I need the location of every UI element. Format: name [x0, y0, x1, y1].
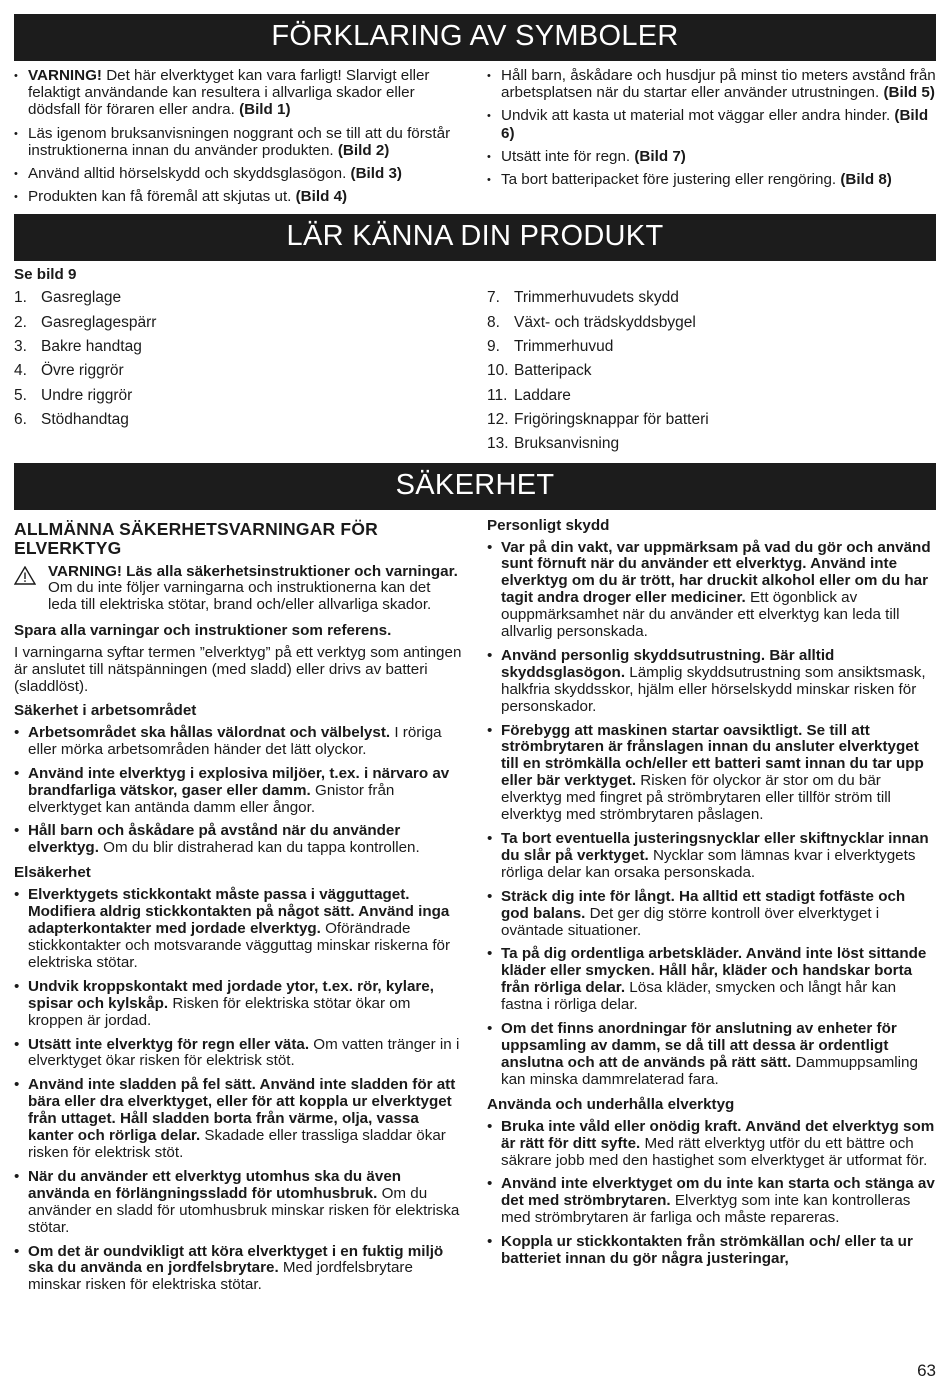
personal-item [487, 889, 936, 940]
symbol-item [14, 165, 463, 182]
part-number: 13. [487, 435, 509, 453]
personal-heading: Personligt skydd [487, 516, 610, 534]
electrical-item-bold: Utsätt inte elverktyg för regn eller väta. [28, 1035, 310, 1053]
symbol-item-ref: (Bild 2) [337, 141, 390, 159]
personal-item-text: Risken för olyckor är stor om du bär elverktyg med fingret på strömbrytaren eller tillför ström till elverktyg med strömbrytaren påslagen. [501, 772, 891, 824]
symbol-item-text: Produkten kan få föremål att skjutas ut. [28, 188, 296, 206]
part-item [14, 359, 463, 383]
electrical-item-bold: Använd inte sladden på fel sätt. Använd inte sladden för att bära eller dra elverktyget, eller för att koppla ur elverktyget från uttaget. Håll sladden borta från värme, olja, vassa kanter och rörliga delar. [28, 1076, 456, 1145]
part-label: Trimmerhuvudets skydd [514, 289, 679, 307]
symbol-item-text: Utsätt inte för regn. [501, 147, 635, 165]
manual-page [14, 14, 936, 1301]
part-item [487, 408, 936, 432]
part-label: Undre riggrör [41, 386, 133, 404]
personal-item [487, 831, 936, 882]
work-area-list [14, 725, 463, 857]
work-area-item-bold: Håll barn och åskådare på avstånd när du använder elverktyg. [28, 822, 401, 857]
symbol-item-ref: (Bild 4) [295, 188, 348, 206]
symbol-item-ref: (Bild 5) [883, 84, 935, 102]
symbol-item-text: Ta bort batteripacket före justering eller rengöring. [501, 171, 841, 189]
part-number: 10. [487, 362, 509, 380]
symbol-item-bold: VARNING! [28, 67, 102, 84]
personal-item-bold: Ta bort eventuella justeringsnycklar eller skiftnycklar innan du slår på verktyget. [501, 830, 929, 864]
electrical-item [14, 1037, 463, 1071]
symbols-banner: FÖRKLARING AV SYMBOLER [14, 14, 936, 61]
part-number: 2. [14, 313, 27, 331]
part-label: Trimmerhuvud [514, 338, 614, 356]
part-label: Växt- och trädskyddsbygel [514, 313, 696, 331]
electrical-item [14, 1077, 463, 1162]
electrical-item [14, 979, 463, 1030]
part-label: Stödhandtag [41, 410, 129, 428]
warning-triangle-icon [14, 564, 48, 615]
personal-item-text: Nycklar som lämnas kvar i elverktygets rörliga delar kan orsaka personskada. [501, 846, 916, 881]
maintenance-item-bold: Använd inte elverktyget om du inte kan starta och stänga av det med strömbrytaren. [501, 1175, 935, 1210]
part-item [487, 286, 936, 310]
electrical-item-bold: När du använder ett elverktyg utomhus ska du även använda en förlängningssladd för utomhusbruk. [28, 1167, 402, 1202]
personal-item [487, 1021, 936, 1089]
part-number: 1. [14, 289, 27, 307]
work-area-item-text: Om du blir distraherad kan du tappa kontrollen. [98, 839, 420, 857]
part-item [14, 286, 463, 310]
work-area-item [14, 766, 463, 817]
symbol-item-text: Undvik att kasta ut material mot väggar eller andra hinder. [501, 107, 895, 125]
part-item [487, 359, 936, 383]
part-item [487, 311, 936, 335]
part-item [14, 335, 463, 359]
part-label: Bakre handtag [41, 338, 142, 356]
part-number: 5. [14, 386, 27, 404]
symbol-item [14, 125, 463, 159]
personal-item [487, 540, 936, 641]
electrical-item-text: Oförändrade stickkontakter och motsvarande vägguttag minskar riskerna för elektriska stötar. [28, 920, 451, 971]
symbol-item-ref: (Bild 6) [501, 107, 929, 142]
work-area-item-text: I röriga eller mörka arbetsområden händer det lätt olyckor. [28, 723, 442, 758]
warning-block [14, 564, 463, 615]
symbol-item-text: Använd alltid hörselskydd och skyddsglasögon. [28, 165, 351, 183]
personal-item-bold: Sträck dig inte för långt. Ha alltid ett stadigt fotfäste och god balans. [501, 887, 906, 922]
symbol-item-ref: (Bild 1) [239, 101, 291, 119]
maintenance-item [487, 1119, 936, 1170]
part-item [487, 432, 936, 456]
parts-list-left [14, 286, 463, 456]
part-item [14, 311, 463, 335]
warning-text [48, 564, 463, 615]
personal-item-bold: Förebygg att maskinen startar oavsiktligt. Se till att strömbrytaren är frånslagen innan du ansluter elverktyget till en strömkälla och/eller ett batteri samt innan du tar upp eller bär verktyget. [501, 721, 924, 790]
work-area-heading: Säkerhet i arbetsområdet [14, 701, 197, 719]
personal-item-text: Lämplig skyddsutrustning som ansiktsmask, halkfria skyddsskor, hjälm eller hörselskydd minskar risken för personskador. [501, 663, 926, 715]
part-number: 6. [14, 410, 27, 428]
personal-item-text: Det ger dig större kontroll över elverktyget i oväntade situationer. [501, 904, 880, 939]
personal-item [487, 648, 936, 716]
personal-item-text: Lösa kläder, smycken och långt hår kan fastna i rörliga delar. [501, 979, 897, 1014]
personal-item [487, 946, 936, 1014]
maintenance-item-text: Med rätt elverktyg utför du ett bättre och säkrare jobb med den hastighet som elverktyget är utformat för. [501, 1134, 928, 1169]
part-number: 9. [487, 338, 500, 356]
electrical-item-bold: Undvik kroppskontakt med jordade ytor, t.ex. rör, kylare, spisar och kylskåp. [28, 977, 434, 1012]
page-number: 63 [917, 1361, 936, 1380]
safety-left-column [14, 510, 463, 1302]
symbol-item [14, 188, 463, 205]
maintenance-heading: Använda och underhålla elverktyg [487, 1095, 735, 1113]
warning-bold: VARNING! Läs alla säkerhetsinstruktioner och varningar. [48, 562, 458, 580]
personal-item [487, 723, 936, 824]
electrical-list [14, 887, 463, 1294]
symbol-item-text: Läs igenom bruksanvisningen noggrant och se till att du förstår instruktionerna innan du använder produkten. [28, 124, 451, 159]
maintenance-list [487, 1119, 936, 1268]
maintenance-item-bold: Bruka inte våld eller onödig kraft. Använd det elverktyg som är rätt för ditt syfte. [501, 1117, 935, 1152]
symbol-item [487, 67, 936, 101]
electrical-item-bold: Elverktygets stickkontakt måste passa i vägguttaget. Modifiera aldrig stickkontakten på något sätt. Använd inga adapterkontakter med jordade elverktyg. [28, 886, 450, 938]
part-item [14, 384, 463, 408]
part-label: Övre riggrör [41, 362, 124, 380]
personal-item-bold: Var på din vakt, var uppmärksam på vad du gör och använd sunt förnuft när du använder ett elverktyg. Använd inte elverktyg om du är trött, har druckit alkohol eller om du har tagit andra droger eller mediciner. [501, 538, 931, 607]
part-item [487, 384, 936, 408]
personal-item-bold: Om det finns anordningar för anslutning av enheter för uppsamling av damm, se då till att dessa är ordentligt anslutna och att de används på rätt sätt. [501, 1020, 897, 1071]
safety-banner: SÄKERHET [14, 463, 936, 510]
electrical-item [14, 1169, 463, 1237]
part-label: Gasreglage [41, 289, 122, 307]
symbol-item-text: Det här elverktyget kan vara farligt! Slarvigt eller felaktigt användande kan resultera i allvarliga skador eller dödsfall för föraren eller andra. [28, 67, 430, 119]
electrical-heading: Elsäkerhet [14, 864, 91, 882]
electrical-item [14, 1244, 463, 1295]
parts-list-right [487, 286, 936, 456]
part-item [14, 408, 463, 432]
symbols-list-left [14, 67, 463, 211]
electrical-item-text: Om du använder en sladd för utomhusbruk minskar risken för elektriska stötar. [28, 1184, 460, 1236]
symbol-item-text: Håll barn, åskådare och husdjur på minst tio meters avstånd från arbetsplatsen när du startar eller använder utrustningen. [501, 67, 936, 102]
see-figure-label: Se bild 9 [14, 266, 77, 284]
personal-list [487, 540, 936, 1089]
symbol-item [487, 107, 936, 141]
symbol-item [487, 148, 936, 165]
maintenance-item [487, 1176, 936, 1227]
power-tool-definition: I varningarna syftar termen ”elverktyg” på ett verktyg som antingen är anslutet till nätspänningen (med sladd) eller drivs av batteri (sladdlöst). [14, 644, 462, 696]
part-label: Laddare [514, 386, 571, 404]
general-warnings-heading: ALLMÄNNA SÄKERHETSVARNINGAR FÖR ELVERKTYG [14, 518, 378, 558]
part-label: Bruksanvisning [514, 435, 620, 453]
personal-item-bold: Ta på dig ordentliga arbetskläder. Använd inte löst sittande kläder eller smycken. Håll hår, kläder och handskar borta från rörliga delar. [501, 945, 927, 997]
maintenance-item [487, 1234, 936, 1268]
part-number: 8. [487, 313, 500, 331]
part-number: 12. [487, 410, 509, 428]
work-area-item-bold: Använd inte elverktyg i explosiva miljöer, t.ex. i närvaro av brandfarliga vätskor, gaser eller damm. [28, 764, 450, 799]
symbol-item-ref: (Bild 8) [840, 171, 892, 189]
work-area-item [14, 725, 463, 759]
safety-right-column [487, 510, 936, 1302]
save-instructions-note: Spara alla varningar och instruktioner som referens. [14, 622, 392, 640]
personal-item-text: Ett ögonblick av ouppmärksamhet när du använder ett elverktyg kan leda till allvarlig personskada. [501, 589, 900, 641]
work-area-item [14, 823, 463, 857]
electrical-item-bold: Om det är oundvikligt att köra elverktyget i en fuktig miljö ska du använda en jordfelsbrytare. [28, 1242, 444, 1277]
symbols-columns [14, 67, 936, 211]
symbol-item [487, 171, 936, 188]
part-item [487, 335, 936, 359]
work-area-item-bold: Arbetsområdet ska hållas välordnat och välbelyst. [28, 723, 391, 741]
electrical-item-text: Risken för elektriska stötar ökar om kroppen är jordad. [28, 994, 411, 1029]
part-label: Frigöringsknappar för batteri [514, 410, 709, 428]
symbol-item-ref: (Bild 3) [350, 165, 402, 183]
personal-item-bold: Använd personlig skyddsutrustning. Bär alltid skyddsglasögon. [501, 646, 835, 681]
electrical-item-text: Med jordfelsbrytare minskar risken för elektriska stötar. [28, 1259, 413, 1294]
product-banner: LÄR KÄNNA DIN PRODUKT [14, 214, 936, 261]
safety-columns [14, 510, 936, 1302]
maintenance-item-bold: Koppla ur stickkontakten från strömkällan och/ eller ta ur batteriet innan du gör några justeringar, [501, 1233, 913, 1268]
electrical-item-text: Skadade eller trassliga sladdar ökar risken för elektrisk stöt. [28, 1127, 446, 1161]
symbol-item-ref: (Bild 7) [634, 147, 686, 165]
personal-item-text: Dammuppsamling kan minska dammrelaterad fara. [501, 1053, 918, 1088]
part-number: 4. [14, 362, 27, 380]
part-label: Gasreglagespärr [41, 313, 157, 331]
part-label: Batteripack [514, 362, 592, 380]
work-area-item-text: Gnistor från elverktyget kan antända damm eller ångor. [28, 781, 395, 816]
maintenance-item-text: Elverktyg som inte kan kontrolleras med strömbrytaren är farliga och måste repareras. [501, 1192, 911, 1227]
symbols-list-right [487, 67, 936, 211]
warning-body: Om du inte följer varningarna och instruktionerna kan det leda till elektriska stötar, brand och/eller allvarliga skador. [48, 579, 432, 614]
electrical-item [14, 887, 463, 972]
part-number: 11. [487, 386, 508, 404]
product-columns [14, 286, 936, 456]
symbol-item [14, 67, 463, 119]
electrical-item-text: Om vatten tränger in i elverktyget ökar risken för elektrisk stöt. [28, 1035, 460, 1070]
part-number: 3. [14, 338, 27, 356]
part-number: 7. [487, 289, 500, 307]
